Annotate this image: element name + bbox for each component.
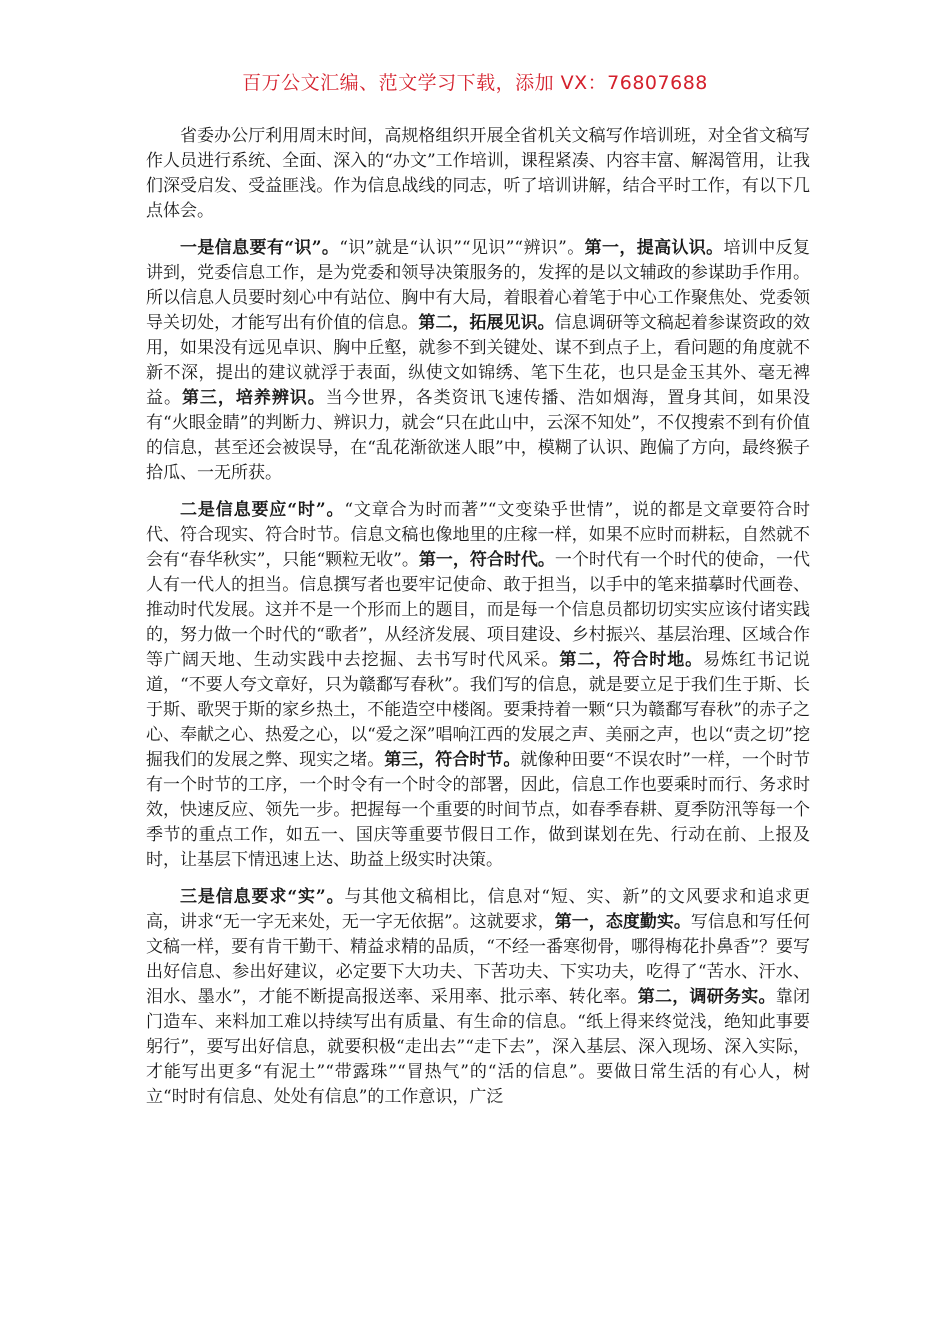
paragraph-intro bbox=[146, 124, 810, 224]
watermark-header: 百万公文汇编、范文学习下载，添加 VX：76807688 bbox=[242, 72, 708, 94]
heading-run: 第二，符合时地。 bbox=[559, 650, 704, 670]
paragraph-point-2 bbox=[146, 498, 810, 873]
heading-run: 第一，符合时代。 bbox=[418, 550, 555, 570]
text-run: “识”就是“认识”“见识”“辨识”。 bbox=[339, 238, 585, 258]
heading-run: 第三，符合时节。 bbox=[384, 750, 521, 770]
text-run: 就像种田要“不误农时”一样，一个时节有一个时节的工序，一个时令有一个时令的部署，因此，信息工作也要乘时而行、务求时效，快速反应、领先一步。把握每一个重要的时间节点，如春季春耕、夏季防汛等每一个季节的重点工作，如五一、国庆等重要节假日工作，做到谋划在先、行动在前、上报及时，让基层下情迅速上达、助益上级实时决策。 bbox=[146, 750, 810, 870]
text-run: 写信息和写任何文稿一样，要有肯干勤干、精益求精的品质，“不经一番寒彻骨，哪得梅花扑鼻香”？要写出好信息、参出好建议，必定要下大功夫、下苦功夫、下实功夫，吃得了“苦水、汗水、泪水、墨水”，才能不断提高报送率、采用率、批示率、转化率。 bbox=[146, 912, 810, 1007]
heading-run: 三是信息要求“实”。 bbox=[180, 887, 345, 907]
text-run: 培训中反复讲到，党委信息工作，是为党委和领导决策服务的，发挥的是以文辅政的参谋助手作用。所以信息人员要时刻心中有站位、胸中有大局，着眼着心着笔于中心工作聚焦处、党委领导关切处，才能写出有价值的信息。 bbox=[146, 238, 811, 333]
heading-run: 第二，调研务实。 bbox=[637, 987, 776, 1007]
text-run: 一个时代有一个时代的使命，一代人有一代人的担当。信息撰写者也要牢记使命、敢于担当，以手中的笔来描摹时代画卷、推动时代发展。这并不是一个形而上的题目，而是每一个信息员都切切实实应该付诸实践的，努力做一个时代的“歌者”，从经济发展、项目建设、乡村振兴、基层治理、区域合作等广阔天地、生动实践中去挖掘、去书写时代风采。 bbox=[146, 550, 811, 670]
article-body bbox=[146, 124, 810, 1122]
paragraph-point-3 bbox=[146, 885, 810, 1110]
paragraph-point-1 bbox=[146, 236, 810, 486]
text-run: “文章合为时而著”“文变染乎世情”，说的都是文章要符合时代、符合现实、符合时节。信息文稿也像地里的庄稼一样，如果不应时而耕耘，自然就不会有“春华秋实”，只能“颗粒无收”。 bbox=[146, 500, 810, 570]
heading-run: 第一，态度勤实。 bbox=[554, 912, 691, 932]
text-run: 与其他文稿相比，信息对“短、实、新”的文风要求和追求更高，讲求“无一字无来处，无一字无依据”。这就要求， bbox=[146, 887, 810, 932]
text-run: 省委办公厅利用周末时间，高规格组织开展全省机关文稿写作培训班，对全省文稿写作人员进行系统、全面、深入的“办文”工作培训，课程紧凑、内容丰富、解渴管用，让我们深受启发、受益匪浅。作为信息战线的同志，听了培训讲解，结合平时工作，有以下几点体会。 bbox=[146, 126, 810, 221]
text-run: 易炼红书记说道，“不要人夸文章好，只为赣鄱写春秋”。我们写的信息，就是要立足于我们生于斯、长于斯、歌哭于斯的家乡热土，不能造空中楼阁。要秉持着一颗“只为赣鄱写春秋”的赤子之心、奉献之心、热爱之心，以“爱之深”唱响江西的发展之声、美丽之声，也以“责之切”挖掘我们的发展之弊、现实之堵。 bbox=[146, 650, 811, 770]
heading-run: 第二，拓展见识。 bbox=[418, 313, 555, 333]
text-run: 靠闭门造车、来料加工难以持续写出有质量、有生命的信息。“纸上得来终觉浅，绝知此事要躬行”，要写出好信息，就要积极“走出去”“走下去”，深入基层、深入现场、深入实际，才能写出更多“有泥土”“带露珠”“冒热气”的“活的信息”。要做日常生活的有心人，树立“时时有信息、处处有信息”的工作意识，广泛 bbox=[146, 987, 811, 1107]
text-run: 信息调研等文稿起着参谋资政的效用，如果没有远见卓识、胸中丘壑，就参不到关键处、谋不到点子上，看问题的角度就不新不深，提出的建议就浮于表面，纵使文如锦绣、笔下生花，也只是金玉其外、毫无裨益。 bbox=[146, 313, 811, 408]
heading-run: 一是信息要有“识”。 bbox=[180, 238, 340, 258]
heading-run: 第三，培养辨识。 bbox=[181, 388, 326, 408]
heading-run: 二是信息要应“时”。 bbox=[180, 500, 345, 520]
heading-run: 第一，提高认识。 bbox=[584, 238, 724, 258]
text-run: 当今世界，各类资讯飞速传播、浩如烟海，置身其间，如果没有“火眼金睛”的判断力、辨识力，就会“只在此山中，云深不知处”，不仅搜索不到有价值的信息，甚至还会被误导，在“乱花渐欲迷人眼”中，模糊了认识、跑偏了方向，最终猴子拾瓜、一无所获。 bbox=[146, 388, 811, 483]
